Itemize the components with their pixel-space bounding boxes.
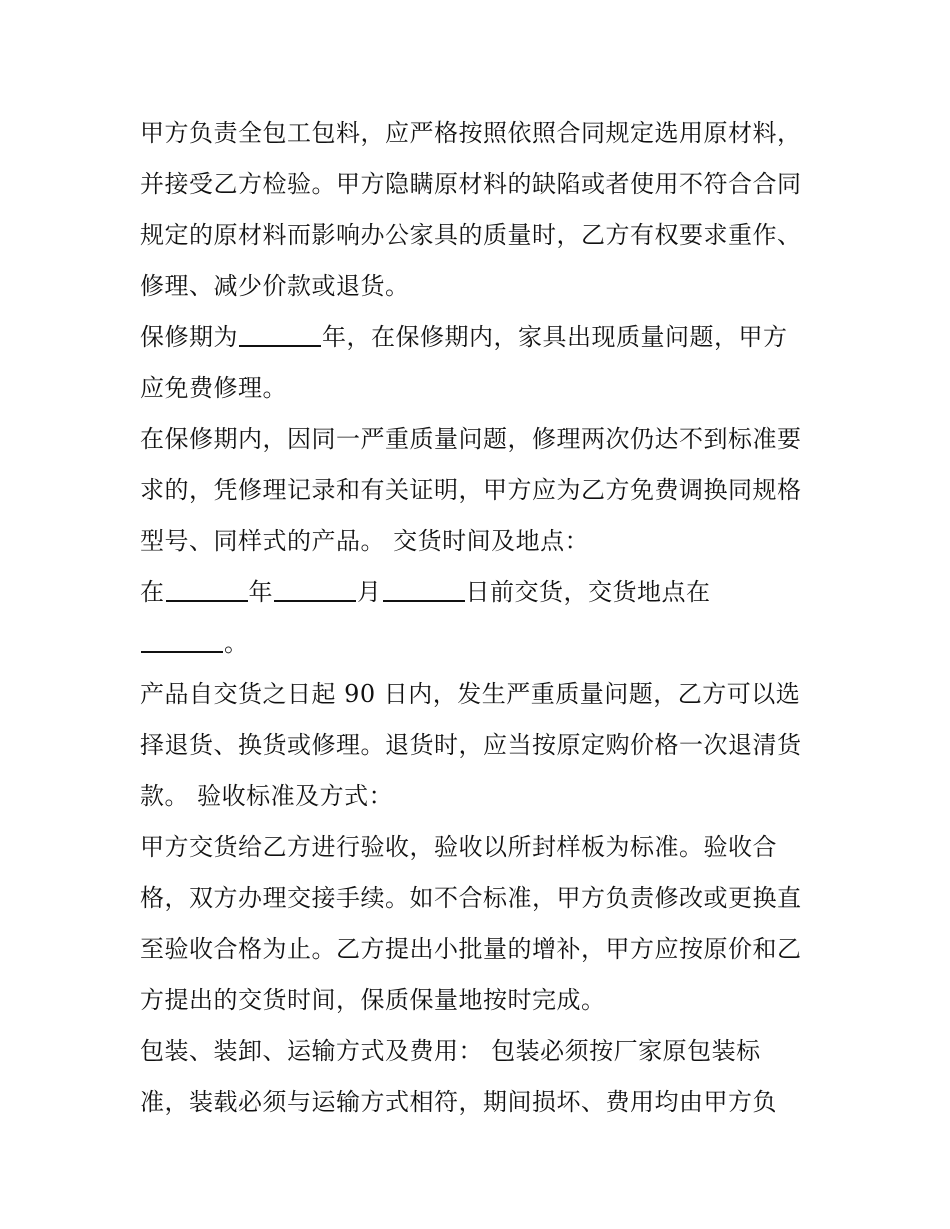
text-segment: 日前交货，交货地点在 bbox=[465, 578, 711, 606]
text-line: 求的，凭修理记录和有关证明，甲方应为乙方免费调换同规格 bbox=[140, 476, 802, 504]
text-line: 并接受乙方检验。甲方隐瞒原材料的缺陷或者使用不符合合同 bbox=[140, 170, 802, 198]
text-segment: 年，在保修期内，家具出现质量问题，甲方 bbox=[322, 323, 788, 351]
fill-in-blank-years bbox=[239, 317, 321, 347]
text-line: 规定的原材料而影响办公家具的质量时，乙方有权要求重作、 bbox=[140, 221, 802, 249]
fill-in-blank-year bbox=[166, 572, 248, 602]
delivery-location-line bbox=[140, 618, 820, 669]
text-segment: 。 bbox=[224, 629, 249, 657]
text-segment: 在 bbox=[140, 578, 165, 606]
delivery-date-line bbox=[140, 567, 820, 618]
fill-in-blank-month bbox=[274, 572, 356, 602]
warranty-period-line bbox=[140, 312, 820, 363]
text-segment: 保修期为 bbox=[140, 323, 238, 351]
text-line: 甲方交货给乙方进行验收，验收以所封样板为标准。验收合 bbox=[140, 833, 777, 861]
text-line: 至验收合格为止。乙方提出小批量的增补，甲方应按原价和乙 bbox=[140, 935, 802, 963]
fill-in-blank-day bbox=[383, 572, 465, 602]
text-line: 款。 验收标准及方式： bbox=[140, 782, 394, 810]
text-line: 方提出的交货时间，保质保量地按时完成。 bbox=[140, 986, 606, 1014]
text-segment: 月 bbox=[357, 578, 382, 606]
text-line: 包装、装卸、运输方式及费用： 包装必须按厂家原包装标 bbox=[140, 1037, 761, 1065]
text-line: 型号、同样式的产品。 交货时间及地点： bbox=[140, 527, 590, 555]
text-line: 准，装载必须与运输方式相符，期间损坏、费用均由甲方负 bbox=[140, 1088, 777, 1116]
text-line: 格，双方办理交接手续。如不合标准，甲方负责修改或更换直 bbox=[140, 884, 802, 912]
text-line: 修理、减少价款或退货。 bbox=[140, 272, 410, 300]
text-segment: 年 bbox=[248, 578, 273, 606]
text-line: 产品自交货之日起 90 日内，发生严重质量问题，乙方可以选 bbox=[140, 680, 801, 708]
text-line: 择退货、换货或修理。退货时，应当按原定购价格一次退清货 bbox=[140, 731, 802, 759]
fill-in-blank-location bbox=[141, 623, 223, 653]
text-line: 甲方负责全包工包料，应严格按照依照合同规定选用原材料， bbox=[140, 119, 802, 147]
document-body bbox=[140, 108, 820, 1128]
text-line: 应免费修理。 bbox=[140, 374, 287, 402]
text-line: 在保修期内，因同一严重质量问题，修理两次仍达不到标准要 bbox=[140, 425, 802, 453]
